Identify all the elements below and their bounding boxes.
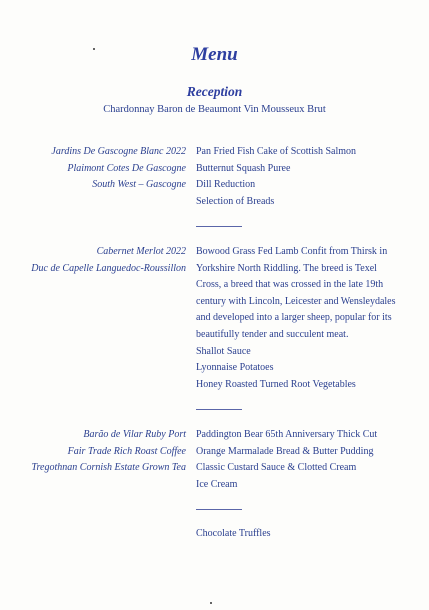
wine-item: Duc de Capelle Languedoc-Roussillon bbox=[31, 262, 186, 274]
wine-item: Barão de Vilar Ruby Port bbox=[83, 429, 186, 440]
dish-item: Selection of Breads bbox=[196, 195, 275, 207]
course-divider bbox=[196, 509, 242, 510]
wine-item: Jardins De Gascogne Blanc 2022 bbox=[51, 146, 186, 157]
dish-item: Classic Custard Sauce & Clotted Cream bbox=[196, 462, 357, 474]
dish-item: Dill Reduction bbox=[196, 179, 256, 191]
dish-item: Ice Cream bbox=[196, 478, 238, 490]
dish-item: century with Lincoln, Leicester and Wensleydales bbox=[196, 295, 396, 307]
wine-item: Plaimont Cotes De Gascogne bbox=[67, 162, 186, 174]
wine-list bbox=[51, 144, 186, 194]
dish-item: Pan Fried Fish Cake of Scottish Salmon bbox=[196, 146, 356, 157]
wine-list bbox=[32, 427, 186, 477]
reception-heading: Reception bbox=[186, 84, 243, 99]
dish-item: Bowood Grass Fed Lamb Confit from Thirsk in bbox=[196, 246, 388, 257]
dish-item: and developed into a larger sheep, popular for its bbox=[196, 312, 392, 324]
dish-item: Orange Marmalade Bread & Butter Pudding bbox=[196, 445, 374, 457]
paper-speck bbox=[93, 48, 95, 50]
course-divider bbox=[196, 226, 242, 227]
wine-list bbox=[31, 244, 186, 277]
dish-list bbox=[196, 144, 406, 210]
dish-item: Paddington Bear 65th Anniversary Thick Cut bbox=[196, 429, 378, 440]
dish-list bbox=[196, 244, 406, 393]
dish-item: Lyonnaise Potatoes bbox=[196, 362, 274, 374]
dish-item: Cross, a breed that was crossed in the late 19th bbox=[196, 279, 384, 291]
wine-item: Fair Trade Rich Roast Coffee bbox=[67, 445, 186, 457]
wine-item: South West – Gascogne bbox=[92, 179, 186, 191]
dish-item: Butternut Squash Puree bbox=[196, 162, 291, 174]
paper-speck bbox=[210, 602, 212, 604]
dish-item: Shallot Sauce bbox=[196, 345, 251, 357]
wine-item: Tregothnan Cornish Estate Grown Tea bbox=[31, 462, 186, 474]
wine-item: Cabernet Merlot 2022 bbox=[96, 246, 186, 257]
dish-item: Honey Roasted Turned Root Vegetables bbox=[196, 378, 356, 390]
dish-list bbox=[196, 427, 406, 493]
reception-drink: Chardonnay Baron de Beaumont Vin Mousseux Brut bbox=[103, 104, 326, 115]
menu-title: Menu bbox=[191, 44, 238, 65]
dish-item: Chocolate Truffles bbox=[196, 528, 271, 539]
dish-item: beautifully tender and succulent meat. bbox=[196, 328, 349, 340]
dish-list bbox=[196, 526, 406, 543]
dish-item: Yorkshire North Riddling. The breed is Texel bbox=[196, 262, 377, 274]
course-divider bbox=[196, 409, 242, 410]
